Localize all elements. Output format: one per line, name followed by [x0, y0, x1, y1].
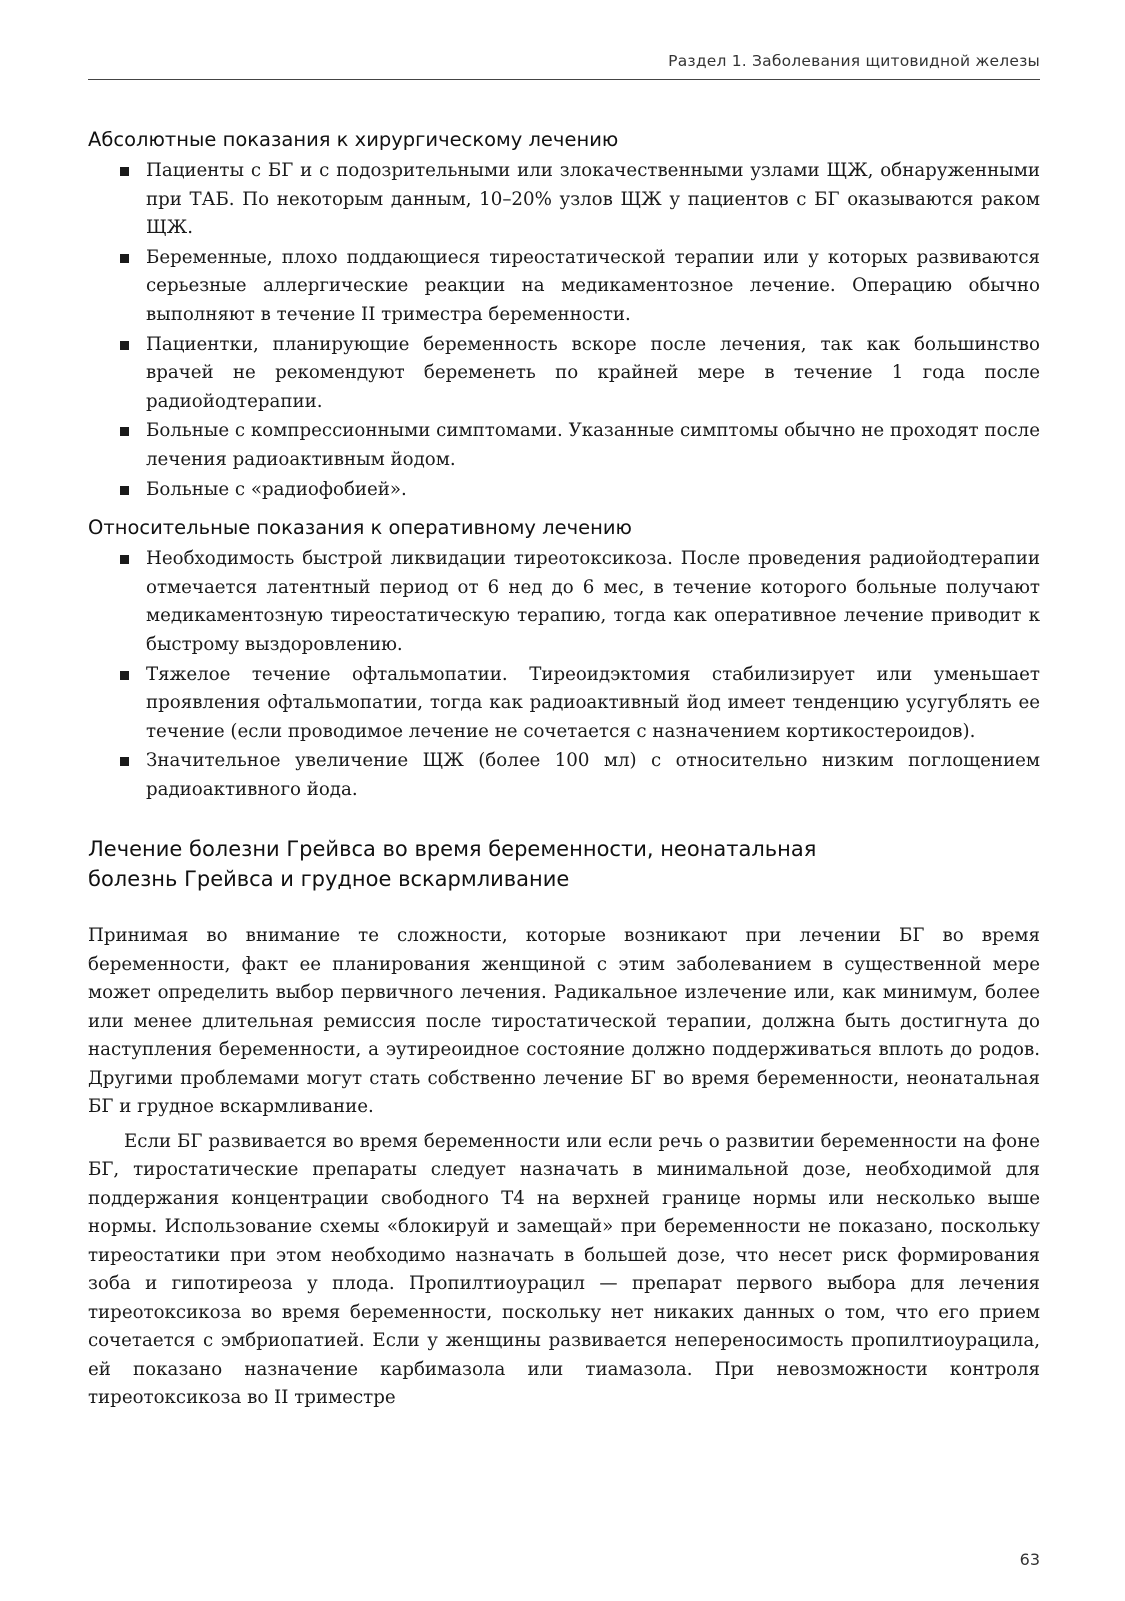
bullet-square-icon [120, 555, 129, 564]
bullet-square-icon [120, 167, 129, 176]
bullet-square-icon [120, 671, 129, 680]
running-header: Раздел 1. Заболевания щитовидной железы [668, 52, 1040, 70]
list-item [88, 545, 1040, 659]
list-item-text: Пациентки, планирующие беременность вскоре после лечения, так как большинство врачей не рекомендуют беременеть по крайней мере в течение 1 года после радиойодтерапии. [146, 333, 1040, 412]
list-item [88, 157, 1040, 243]
section-heading-absolute-indications: Абсолютные показания к хирургическому лечению [88, 128, 619, 151]
page-content [88, 128, 1040, 1413]
relative-indications-list [88, 545, 1040, 804]
list-item-text: Больные с «радиофобией». [146, 478, 407, 500]
bullet-square-icon [120, 254, 129, 263]
section-heading-graves-pregnancy [88, 834, 1040, 894]
body-paragraph: Принимая во внимание те сложности, которые возникают при лечении БГ во время беременности, факт ее планирования женщиной с этим заболеванием в существенной мере может определить выбор первичного лечения. Радикальное излечение или, как минимум, более или менее длительная ремиссия после тиростатической терапии, должна быть достигнута до наступления беременности, а эутиреоидное состояние должно поддерживаться вплоть до родов. Другими проблемами могут стать собственно лечение БГ во время беременности, неонатальная БГ и грудное вскармливание. [88, 925, 1040, 1118]
list-item-text: Беременные, плохо поддающиеся тиреостатической терапии или у которых развиваются серьезные аллергические реакции на медикаментозное лечение. Операцию обычно выполняют в течение II триместра беременности. [146, 246, 1040, 325]
list-item [88, 661, 1040, 747]
absolute-indications-list [88, 157, 1040, 504]
bullet-square-icon [120, 486, 129, 495]
bullet-square-icon [120, 757, 129, 766]
body-paragraph: Если БГ развивается во время беременности или если речь о развитии беременности на фоне БГ, тиростатические препараты следует назначать в минимальной дозе, необходимой для поддержания концентрации свободного Т4 на верхней границе нормы или несколько выше нормы. Использование схемы «блокируй и замещай» при беременности не показано, поскольку тиреостатики при этом необходимо назначать в большей дозе, что несет риск формирования зоба и гипотиреоза у плода. Пропилтиоурацил — препарат первого выбора для лечения тиреотоксикоза во время беременности, поскольку нет никаких данных о том, что его прием сочетается с эмбриопатией. Если у женщины развивается непереносимость пропилтиоурацила, ей показано назначение карбимазола или тиамазола. При невозможности контроля тиреотоксикоза во II триместре [88, 1130, 1040, 1409]
bullet-square-icon [120, 427, 129, 436]
list-item-text: Необходимость быстрой ликвидации тиреотоксикоза. После проведения радиойодтерапии отмечается латентный период от 6 нед до 6 мес, в течение которого больные получают медикаментозную тиреостатическую терапию, тогда как оперативное лечение приводит к быстрому выздоровлению. [146, 548, 1040, 655]
section-heading-relative-indications: Относительные показания к оперативному лечению [88, 516, 632, 540]
list-item-text: Значительное увеличение ЩЖ (более 100 мл) с относительно низким поглощением радиоактивного йода. [146, 750, 1040, 800]
section-heading-line-1: Лечение болезни Грейвса во время беременности, неонатальная [88, 837, 817, 862]
list-item-text: Пациенты с БГ и с подозрительными или злокачественными узлами ЩЖ, обнаруженными при ТАБ. По некоторым данным, 10–20% узлов ЩЖ у пациентов с БГ оказываются раком ЩЖ. [146, 160, 1040, 239]
list-item [88, 417, 1040, 474]
header-rule [88, 79, 1040, 80]
list-item [88, 476, 1040, 505]
list-item [88, 331, 1040, 417]
page-number: 63 [1019, 1550, 1040, 1569]
list-item [88, 747, 1040, 804]
bullet-square-icon [120, 341, 129, 350]
section-heading-line-2: болезнь Грейвса и грудное вскармливание [88, 867, 570, 892]
list-item [88, 244, 1040, 330]
list-item-text: Больные с компрессионными симптомами. Указанные симптомы обычно не проходят после лечения радиоактивным йодом. [146, 420, 1040, 470]
list-item-text: Тяжелое течение офтальмопатии. Тиреоидэктомия стабилизирует или уменьшает проявления офтальмопатии, тогда как радиоактивный йод имеет тенденцию усугублять ее течение (если проводимое лечение не сочетается с назначением кортикостероидов). [146, 663, 1040, 742]
